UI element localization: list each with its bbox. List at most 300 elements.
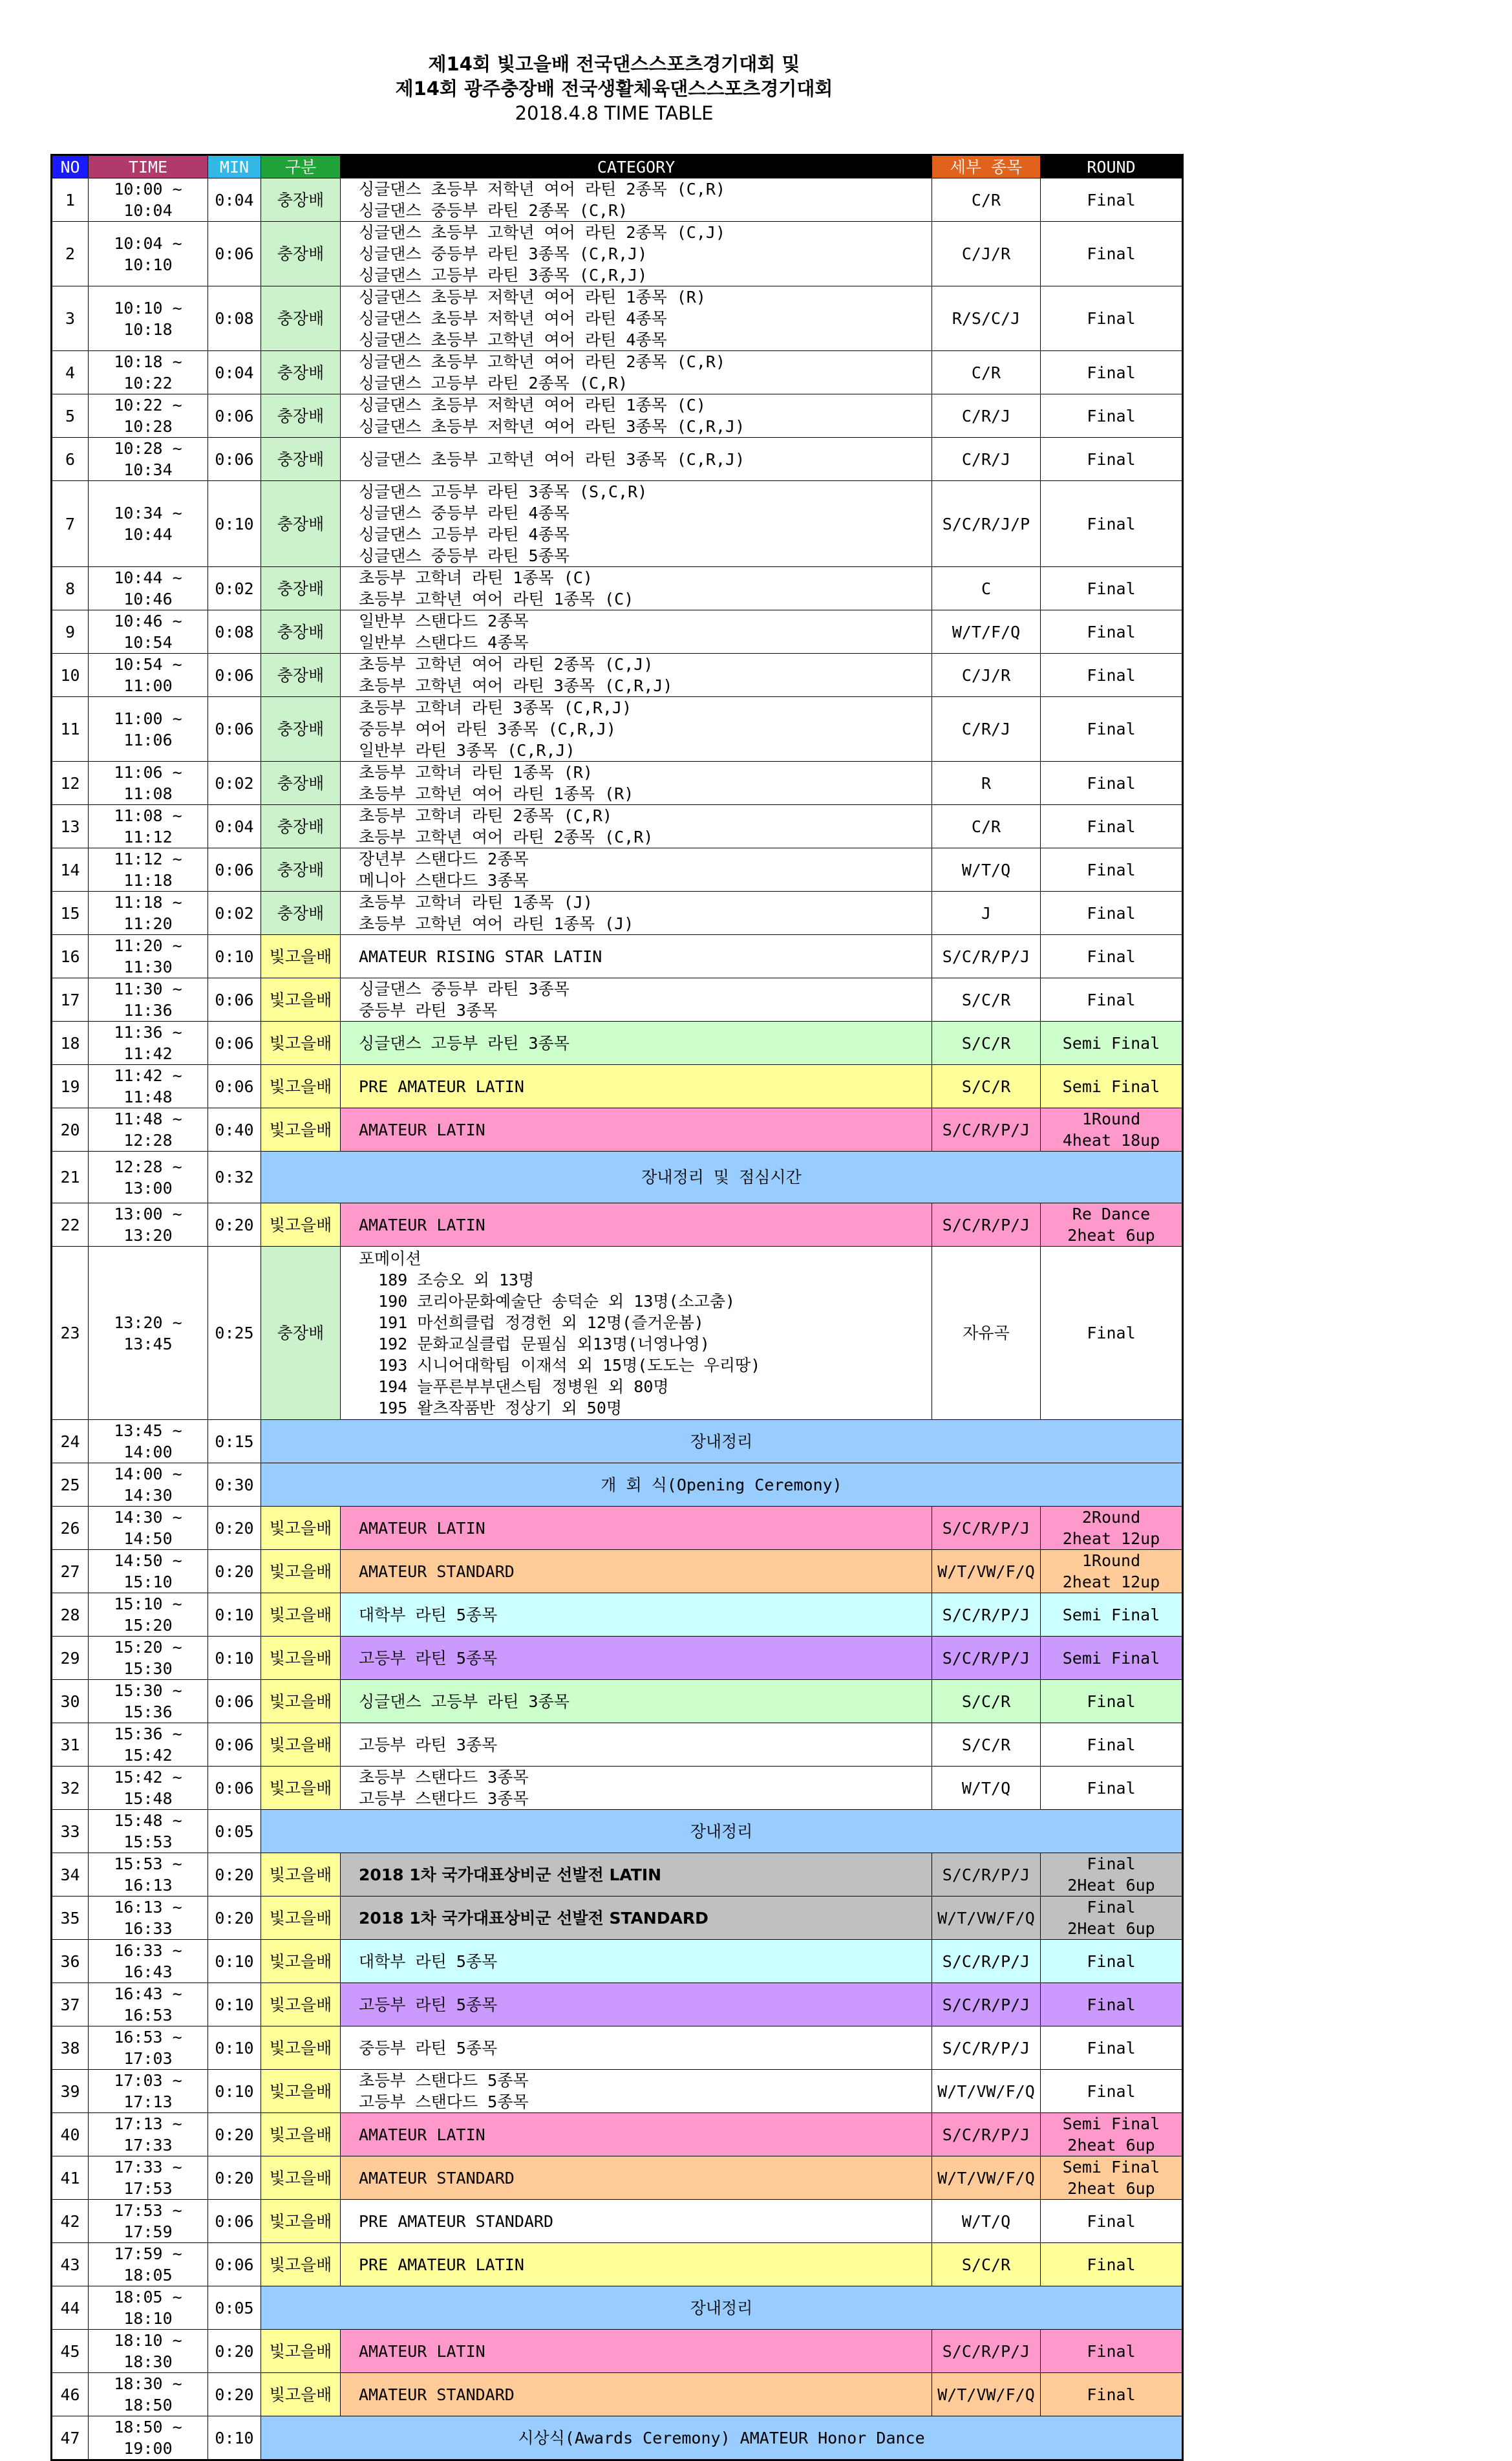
row-round xyxy=(1041,1247,1183,1420)
row-category xyxy=(341,1203,932,1247)
row-division: 충장배 xyxy=(261,351,341,394)
category-line: 고등부 라틴 3종목 xyxy=(359,1735,498,1754)
row-span-label: 장내정리 및 점심시간 xyxy=(261,1152,1183,1203)
round-line: 2heat 12up xyxy=(1062,1529,1160,1548)
row-no: 45 xyxy=(52,2330,89,2373)
row-min: 0:10 xyxy=(208,1983,261,2026)
row-min: 0:25 xyxy=(208,1247,261,1420)
row-detail: R/S/C/J xyxy=(932,286,1041,351)
row-detail: S/C/R/J/P xyxy=(932,481,1041,567)
round-line: Semi Final xyxy=(1062,1605,1160,1624)
table-row xyxy=(52,1108,1183,1152)
row-detail: W/T/F/Q xyxy=(932,610,1041,654)
row-no: 42 xyxy=(52,2200,89,2243)
category-line: 초등부 고학녀 라틴 1종목 (J) xyxy=(359,893,593,912)
row-no: 38 xyxy=(52,2026,89,2070)
category-line: 싱글댄스 중등부 라틴 3종목 xyxy=(359,980,570,998)
row-category xyxy=(341,1247,932,1420)
table-row xyxy=(52,1940,1183,1983)
table-row xyxy=(52,1247,1183,1420)
row-time: 15:20 ~ 15:30 xyxy=(89,1637,208,1680)
category-line: 포메이션 xyxy=(359,1249,421,1268)
row-no: 33 xyxy=(52,1810,89,1853)
row-min: 0:06 xyxy=(208,1022,261,1065)
row-category xyxy=(341,1897,932,1940)
row-detail: W/T/VW/F/Q xyxy=(932,2070,1041,2113)
category-line: 초등부 고학녀 라틴 3종목 (C,R,J) xyxy=(359,698,632,717)
row-category xyxy=(341,1723,932,1767)
row-category xyxy=(341,2200,932,2243)
row-division: 빛고을배 xyxy=(261,1983,341,2026)
round-line: 2Round xyxy=(1081,1508,1141,1527)
row-division: 빛고을배 xyxy=(261,1940,341,1983)
table-row xyxy=(52,2026,1183,2070)
row-min: 0:10 xyxy=(208,2070,261,2113)
row-no: 21 xyxy=(52,1152,89,1203)
row-detail: S/C/R/P/J xyxy=(932,1507,1041,1550)
row-detail: W/T/VW/F/Q xyxy=(932,1897,1041,1940)
row-division: 빛고을배 xyxy=(261,1507,341,1550)
row-division: 충장배 xyxy=(261,1247,341,1420)
row-time: 11:48 ~ 12:28 xyxy=(89,1108,208,1152)
category-line: 고등부 스탠다드 3종목 xyxy=(359,1789,529,1808)
category-line: 193 시니어대학팀 이재석 외 15명(도도는 우리땅) xyxy=(359,1355,761,1375)
category-line: 일반부 스탠다드 4종목 xyxy=(359,633,529,652)
row-division: 충장배 xyxy=(261,567,341,610)
row-min: 0:20 xyxy=(208,1853,261,1897)
row-round xyxy=(1041,567,1183,610)
category-line: 2018 1차 국가대표상비군 선발전 LATIN xyxy=(359,1865,662,1884)
row-category xyxy=(341,1108,932,1152)
table-row xyxy=(52,1897,1183,1940)
row-min: 0:40 xyxy=(208,1108,261,1152)
table-row xyxy=(52,1767,1183,1810)
category-line: 싱글댄스 고등부 라틴 3종목 xyxy=(359,1033,570,1053)
category-line: 싱글댄스 초등부 고학년 여어 라틴 4종목 xyxy=(359,330,667,349)
category-line: 초등부 고학녀 라틴 2종목 (C,R) xyxy=(359,806,613,825)
row-min: 0:10 xyxy=(208,1593,261,1637)
round-line: Final xyxy=(1087,990,1136,1009)
row-time: 15:42 ~ 15:48 xyxy=(89,1767,208,1810)
row-detail: S/C/R xyxy=(932,2243,1041,2286)
row-category xyxy=(341,1853,932,1897)
table-row xyxy=(52,2243,1183,2286)
row-round xyxy=(1041,1637,1183,1680)
row-no: 15 xyxy=(52,892,89,935)
row-detail: 자유곡 xyxy=(932,1247,1041,1420)
row-category xyxy=(341,1065,932,1108)
category-line: 고등부 스탠다드 5종목 xyxy=(359,2092,529,2111)
row-category xyxy=(341,1637,932,1680)
title-line-1: 제14회 빛고을배 전국댄스스포츠경기대회 및 xyxy=(428,53,800,75)
category-line: 2018 1차 국가대표상비군 선발전 STANDARD xyxy=(359,1908,708,1928)
row-time: 14:00 ~ 14:30 xyxy=(89,1463,208,1507)
row-min: 0:08 xyxy=(208,286,261,351)
row-round xyxy=(1041,2113,1183,2156)
row-time: 10:18 ~ 10:22 xyxy=(89,351,208,394)
round-line: Final xyxy=(1087,1995,1136,2014)
round-line: Semi Final xyxy=(1062,1033,1160,1053)
row-round xyxy=(1041,654,1183,697)
row-time: 16:43 ~ 16:53 xyxy=(89,1983,208,2026)
category-line: AMATEUR LATIN xyxy=(359,2125,485,2144)
row-division: 빛고을배 xyxy=(261,1065,341,1108)
category-line: PRE AMATEUR LATIN xyxy=(359,2255,524,2274)
round-line: Final xyxy=(1087,1898,1136,1917)
table-row xyxy=(52,2416,1183,2460)
row-round xyxy=(1041,1065,1183,1108)
row-time: 11:12 ~ 11:18 xyxy=(89,848,208,892)
table-row xyxy=(52,2156,1183,2200)
row-min: 0:30 xyxy=(208,1463,261,1507)
row-min: 0:20 xyxy=(208,1897,261,1940)
category-line: 싱글댄스 고등부 라틴 3종목 (S,C,R) xyxy=(359,482,648,501)
timetable xyxy=(50,154,1184,2461)
row-time: 17:53 ~ 17:59 xyxy=(89,2200,208,2243)
header-detail: 세부 종목 xyxy=(932,155,1041,178)
row-detail: C/R xyxy=(932,178,1041,222)
row-min: 0:06 xyxy=(208,848,261,892)
round-line: 2Heat 6up xyxy=(1067,1876,1155,1895)
row-time: 13:00 ~ 13:20 xyxy=(89,1203,208,1247)
row-min: 0:10 xyxy=(208,2416,261,2460)
row-time: 18:30 ~ 18:50 xyxy=(89,2373,208,2416)
row-time: 17:13 ~ 17:33 xyxy=(89,2113,208,2156)
row-round xyxy=(1041,2373,1183,2416)
round-line: Re Dance xyxy=(1072,1205,1151,1223)
row-min: 0:20 xyxy=(208,1203,261,1247)
category-line: 싱글댄스 중등부 라틴 2종목 (C,R) xyxy=(359,201,628,220)
table-row xyxy=(52,805,1183,848)
row-division: 충장배 xyxy=(261,394,341,438)
row-no: 14 xyxy=(52,848,89,892)
category-line: 190 코리아문화예술단 송덕순 외 13명(소고춤) xyxy=(359,1291,736,1311)
table-row xyxy=(52,2373,1183,2416)
row-min: 0:06 xyxy=(208,438,261,481)
row-no: 28 xyxy=(52,1593,89,1637)
row-no: 39 xyxy=(52,2070,89,2113)
row-no: 20 xyxy=(52,1108,89,1152)
row-min: 0:06 xyxy=(208,1680,261,1723)
row-min: 0:10 xyxy=(208,1940,261,1983)
category-line: 초등부 고학년 여어 라틴 1종목 (J) xyxy=(359,914,634,933)
category-line: 싱글댄스 고등부 라틴 4종목 xyxy=(359,525,570,544)
row-round xyxy=(1041,2200,1183,2243)
row-no: 10 xyxy=(52,654,89,697)
category-line: 싱글댄스 초등부 저학년 여어 라틴 1종목 (C) xyxy=(359,396,706,414)
row-time: 11:20 ~ 11:30 xyxy=(89,935,208,978)
round-line: Final xyxy=(1087,903,1136,923)
row-category xyxy=(341,892,932,935)
row-time: 17:33 ~ 17:53 xyxy=(89,2156,208,2200)
round-line: Semi Final xyxy=(1062,1648,1160,1668)
row-no: 3 xyxy=(52,286,89,351)
row-division: 빛고을배 xyxy=(261,2330,341,2373)
row-round xyxy=(1041,481,1183,567)
row-min: 0:06 xyxy=(208,654,261,697)
round-line: Final xyxy=(1087,406,1136,425)
row-round xyxy=(1041,2243,1183,2286)
row-category xyxy=(341,1550,932,1593)
row-no: 31 xyxy=(52,1723,89,1767)
row-time: 17:03 ~ 17:13 xyxy=(89,2070,208,2113)
round-line: Final xyxy=(1087,2385,1136,2404)
category-line: 싱글댄스 초등부 저학년 여어 라틴 1종목 (R) xyxy=(359,288,706,306)
row-category xyxy=(341,1680,932,1723)
row-division: 빛고을배 xyxy=(261,2113,341,2156)
row-span-label: 장내정리 xyxy=(261,1420,1183,1463)
row-division: 빛고을배 xyxy=(261,2156,341,2200)
row-detail: C/R xyxy=(932,805,1041,848)
category-line: 고등부 라틴 5종목 xyxy=(359,1995,498,2014)
round-line: Final xyxy=(1087,363,1136,382)
title-line-2: 제14회 광주충장배 전국생활체육댄스스포츠경기대회 xyxy=(395,78,833,100)
row-no: 16 xyxy=(52,935,89,978)
row-round xyxy=(1041,978,1183,1022)
round-line: 2Heat 6up xyxy=(1067,1919,1155,1938)
round-line: 1Round xyxy=(1081,1551,1141,1570)
row-category xyxy=(341,394,932,438)
category-line: 초등부 고학년 여어 라틴 2종목 (C,R) xyxy=(359,828,654,846)
row-division: 빛고을배 xyxy=(261,2200,341,2243)
table-row xyxy=(52,848,1183,892)
category-line: 초등부 고학년 여어 라틴 1종목 (C) xyxy=(359,590,634,608)
row-min: 0:32 xyxy=(208,1152,261,1203)
category-line: AMATEUR STANDARD xyxy=(359,2168,515,2187)
row-round xyxy=(1041,762,1183,805)
row-time: 10:10 ~ 10:18 xyxy=(89,286,208,351)
category-line: 중등부 여어 라틴 3종목 (C,R,J) xyxy=(359,720,616,738)
round-line: Final xyxy=(1087,244,1136,263)
row-detail: S/C/R/P/J xyxy=(932,2113,1041,2156)
row-time: 16:33 ~ 16:43 xyxy=(89,1940,208,1983)
round-line: Final xyxy=(1087,514,1136,533)
row-detail: S/C/R/P/J xyxy=(932,1593,1041,1637)
category-line: 초등부 스탠다드 3종목 xyxy=(359,1768,529,1787)
row-no: 41 xyxy=(52,2156,89,2200)
row-no: 26 xyxy=(52,1507,89,1550)
row-division: 충장배 xyxy=(261,286,341,351)
category-line: 189 조승오 외 13명 xyxy=(359,1270,535,1289)
row-no: 22 xyxy=(52,1203,89,1247)
round-line: Final xyxy=(1087,2081,1136,2101)
category-line: 싱글댄스 고등부 라틴 3종목 xyxy=(359,1692,570,1711)
category-line: 싱글댄스 초등부 저학년 여어 라틴 3종목 (C,R,J) xyxy=(359,417,745,436)
row-no: 11 xyxy=(52,697,89,762)
row-detail: S/C/R xyxy=(932,1680,1041,1723)
category-line: 싱글댄스 초등부 고학년 여어 라틴 3종목 (C,R,J) xyxy=(359,449,745,469)
row-detail: W/T/VW/F/Q xyxy=(932,2156,1041,2200)
row-min: 0:02 xyxy=(208,567,261,610)
row-no: 5 xyxy=(52,394,89,438)
category-line: 싱글댄스 고등부 라틴 2종목 (C,R) xyxy=(359,374,628,392)
round-line: Final xyxy=(1087,2341,1136,2361)
row-min: 0:06 xyxy=(208,2200,261,2243)
row-round xyxy=(1041,2026,1183,2070)
timetable-body xyxy=(52,178,1183,2460)
table-row xyxy=(52,1983,1183,2026)
row-time: 11:42 ~ 11:48 xyxy=(89,1065,208,1108)
row-division: 빛고을배 xyxy=(261,2373,341,2416)
row-category xyxy=(341,935,932,978)
category-line: 중등부 라틴 3종목 xyxy=(359,1001,498,1020)
category-line: 192 문화교실클럽 문필심 외13명(너영나영) xyxy=(359,1334,710,1353)
row-round xyxy=(1041,2070,1183,2113)
row-no: 1 xyxy=(52,178,89,222)
table-row xyxy=(52,567,1183,610)
row-round xyxy=(1041,697,1183,762)
row-time: 16:53 ~ 17:03 xyxy=(89,2026,208,2070)
table-row xyxy=(52,1810,1183,1853)
round-line: Final xyxy=(1087,720,1136,738)
category-line: 초등부 고학녀 라틴 1종목 (C) xyxy=(359,568,593,587)
row-detail: S/C/R/P/J xyxy=(932,1637,1041,1680)
row-time: 10:34 ~ 10:44 xyxy=(89,481,208,567)
row-division: 빛고을배 xyxy=(261,2243,341,2286)
row-division: 충장배 xyxy=(261,697,341,762)
row-min: 0:08 xyxy=(208,610,261,654)
row-round xyxy=(1041,1593,1183,1637)
row-min: 0:02 xyxy=(208,892,261,935)
row-round xyxy=(1041,1550,1183,1593)
row-detail: W/T/Q xyxy=(932,1767,1041,1810)
row-division: 충장배 xyxy=(261,654,341,697)
row-category xyxy=(341,351,932,394)
round-line: 2heat 6up xyxy=(1067,2179,1155,2198)
row-round xyxy=(1041,1022,1183,1065)
row-time: 18:05 ~ 18:10 xyxy=(89,2286,208,2330)
row-division: 충장배 xyxy=(261,805,341,848)
row-detail: S/C/R/P/J xyxy=(932,1983,1041,2026)
table-row xyxy=(52,2200,1183,2243)
row-round xyxy=(1041,394,1183,438)
row-category xyxy=(341,2156,932,2200)
row-round xyxy=(1041,1680,1183,1723)
row-division: 충장배 xyxy=(261,178,341,222)
row-min: 0:06 xyxy=(208,697,261,762)
row-time: 11:08 ~ 11:12 xyxy=(89,805,208,848)
row-min: 0:20 xyxy=(208,2373,261,2416)
row-time: 15:48 ~ 15:53 xyxy=(89,1810,208,1853)
category-line: 대학부 라틴 5종목 xyxy=(359,1605,498,1624)
row-round xyxy=(1041,1507,1183,1550)
row-division: 충장배 xyxy=(261,762,341,805)
category-line: 초등부 스탠다드 5종목 xyxy=(359,2071,529,2090)
table-row xyxy=(52,2286,1183,2330)
row-round xyxy=(1041,1203,1183,1247)
round-line: Semi Final xyxy=(1062,2114,1160,2133)
table-row xyxy=(52,1507,1183,1550)
table-row xyxy=(52,286,1183,351)
row-span-label: 개 회 식(Opening Ceremony) xyxy=(261,1463,1183,1507)
row-division: 빛고을배 xyxy=(261,978,341,1022)
row-division: 빛고을배 xyxy=(261,1203,341,1247)
row-time: 15:30 ~ 15:36 xyxy=(89,1680,208,1723)
row-min: 0:10 xyxy=(208,2026,261,2070)
category-line: 대학부 라틴 5종목 xyxy=(359,1951,498,1971)
table-row xyxy=(52,222,1183,286)
row-time: 10:22 ~ 10:28 xyxy=(89,394,208,438)
category-line: 싱글댄스 초등부 고학년 여어 라틴 2종목 (C,J) xyxy=(359,223,726,242)
row-round xyxy=(1041,1983,1183,2026)
row-no: 2 xyxy=(52,222,89,286)
category-line: PRE AMATEUR STANDARD xyxy=(359,2211,554,2231)
row-min: 0:06 xyxy=(208,1767,261,1810)
row-min: 0:20 xyxy=(208,1550,261,1593)
row-division: 충장배 xyxy=(261,222,341,286)
row-no: 7 xyxy=(52,481,89,567)
row-time: 11:06 ~ 11:08 xyxy=(89,762,208,805)
row-min: 0:20 xyxy=(208,2330,261,2373)
row-time: 10:44 ~ 10:46 xyxy=(89,567,208,610)
category-line: 초등부 고학녀 라틴 1종목 (R) xyxy=(359,763,593,782)
row-min: 0:06 xyxy=(208,394,261,438)
row-round xyxy=(1041,1767,1183,1810)
row-category xyxy=(341,286,932,351)
table-row xyxy=(52,1152,1183,1203)
row-no: 34 xyxy=(52,1853,89,1897)
row-category xyxy=(341,2373,932,2416)
row-category xyxy=(341,1593,932,1637)
category-line: 초등부 고학년 여어 라틴 3종목 (C,R,J) xyxy=(359,676,673,695)
row-min: 0:06 xyxy=(208,1065,261,1108)
row-division: 충장배 xyxy=(261,438,341,481)
table-row xyxy=(52,1463,1183,1507)
row-category xyxy=(341,697,932,762)
row-detail: S/C/R/P/J xyxy=(932,1108,1041,1152)
row-round xyxy=(1041,610,1183,654)
row-division: 빛고을배 xyxy=(261,1680,341,1723)
row-min: 0:02 xyxy=(208,762,261,805)
row-detail: S/C/R/P/J xyxy=(932,1853,1041,1897)
row-no: 29 xyxy=(52,1637,89,1680)
title-line-3: 2018.4.8 TIME TABLE xyxy=(515,102,714,124)
row-category xyxy=(341,1507,932,1550)
row-detail: C/R/J xyxy=(932,438,1041,481)
category-line: AMATEUR STANDARD xyxy=(359,2385,515,2404)
row-min: 0:06 xyxy=(208,978,261,1022)
row-span-label: 시상식(Awards Ceremony) AMATEUR Honor Dance xyxy=(261,2416,1183,2460)
round-line: Final xyxy=(1087,947,1136,966)
row-no: 32 xyxy=(52,1767,89,1810)
table-row xyxy=(52,2330,1183,2373)
row-category xyxy=(341,222,932,286)
table-row xyxy=(52,1420,1183,1463)
table-row xyxy=(52,978,1183,1022)
table-row xyxy=(52,1723,1183,1767)
row-division: 빛고을배 xyxy=(261,1550,341,1593)
row-category xyxy=(341,762,932,805)
row-division: 충장배 xyxy=(261,610,341,654)
row-category xyxy=(341,2243,932,2286)
row-min: 0:10 xyxy=(208,1637,261,1680)
category-line: 일반부 라틴 3종목 (C,R,J) xyxy=(359,741,575,760)
row-detail: C/R/J xyxy=(932,697,1041,762)
table-row xyxy=(52,481,1183,567)
row-span-label: 장내정리 xyxy=(261,2286,1183,2330)
round-line: Final xyxy=(1087,1951,1136,1971)
row-category xyxy=(341,848,932,892)
row-category xyxy=(341,2026,932,2070)
row-time: 18:10 ~ 18:30 xyxy=(89,2330,208,2373)
row-no: 18 xyxy=(52,1022,89,1065)
row-time: 10:28 ~ 10:34 xyxy=(89,438,208,481)
table-row xyxy=(52,762,1183,805)
row-no: 17 xyxy=(52,978,89,1022)
table-row xyxy=(52,438,1183,481)
row-category xyxy=(341,1767,932,1810)
row-time: 10:04 ~ 10:10 xyxy=(89,222,208,286)
